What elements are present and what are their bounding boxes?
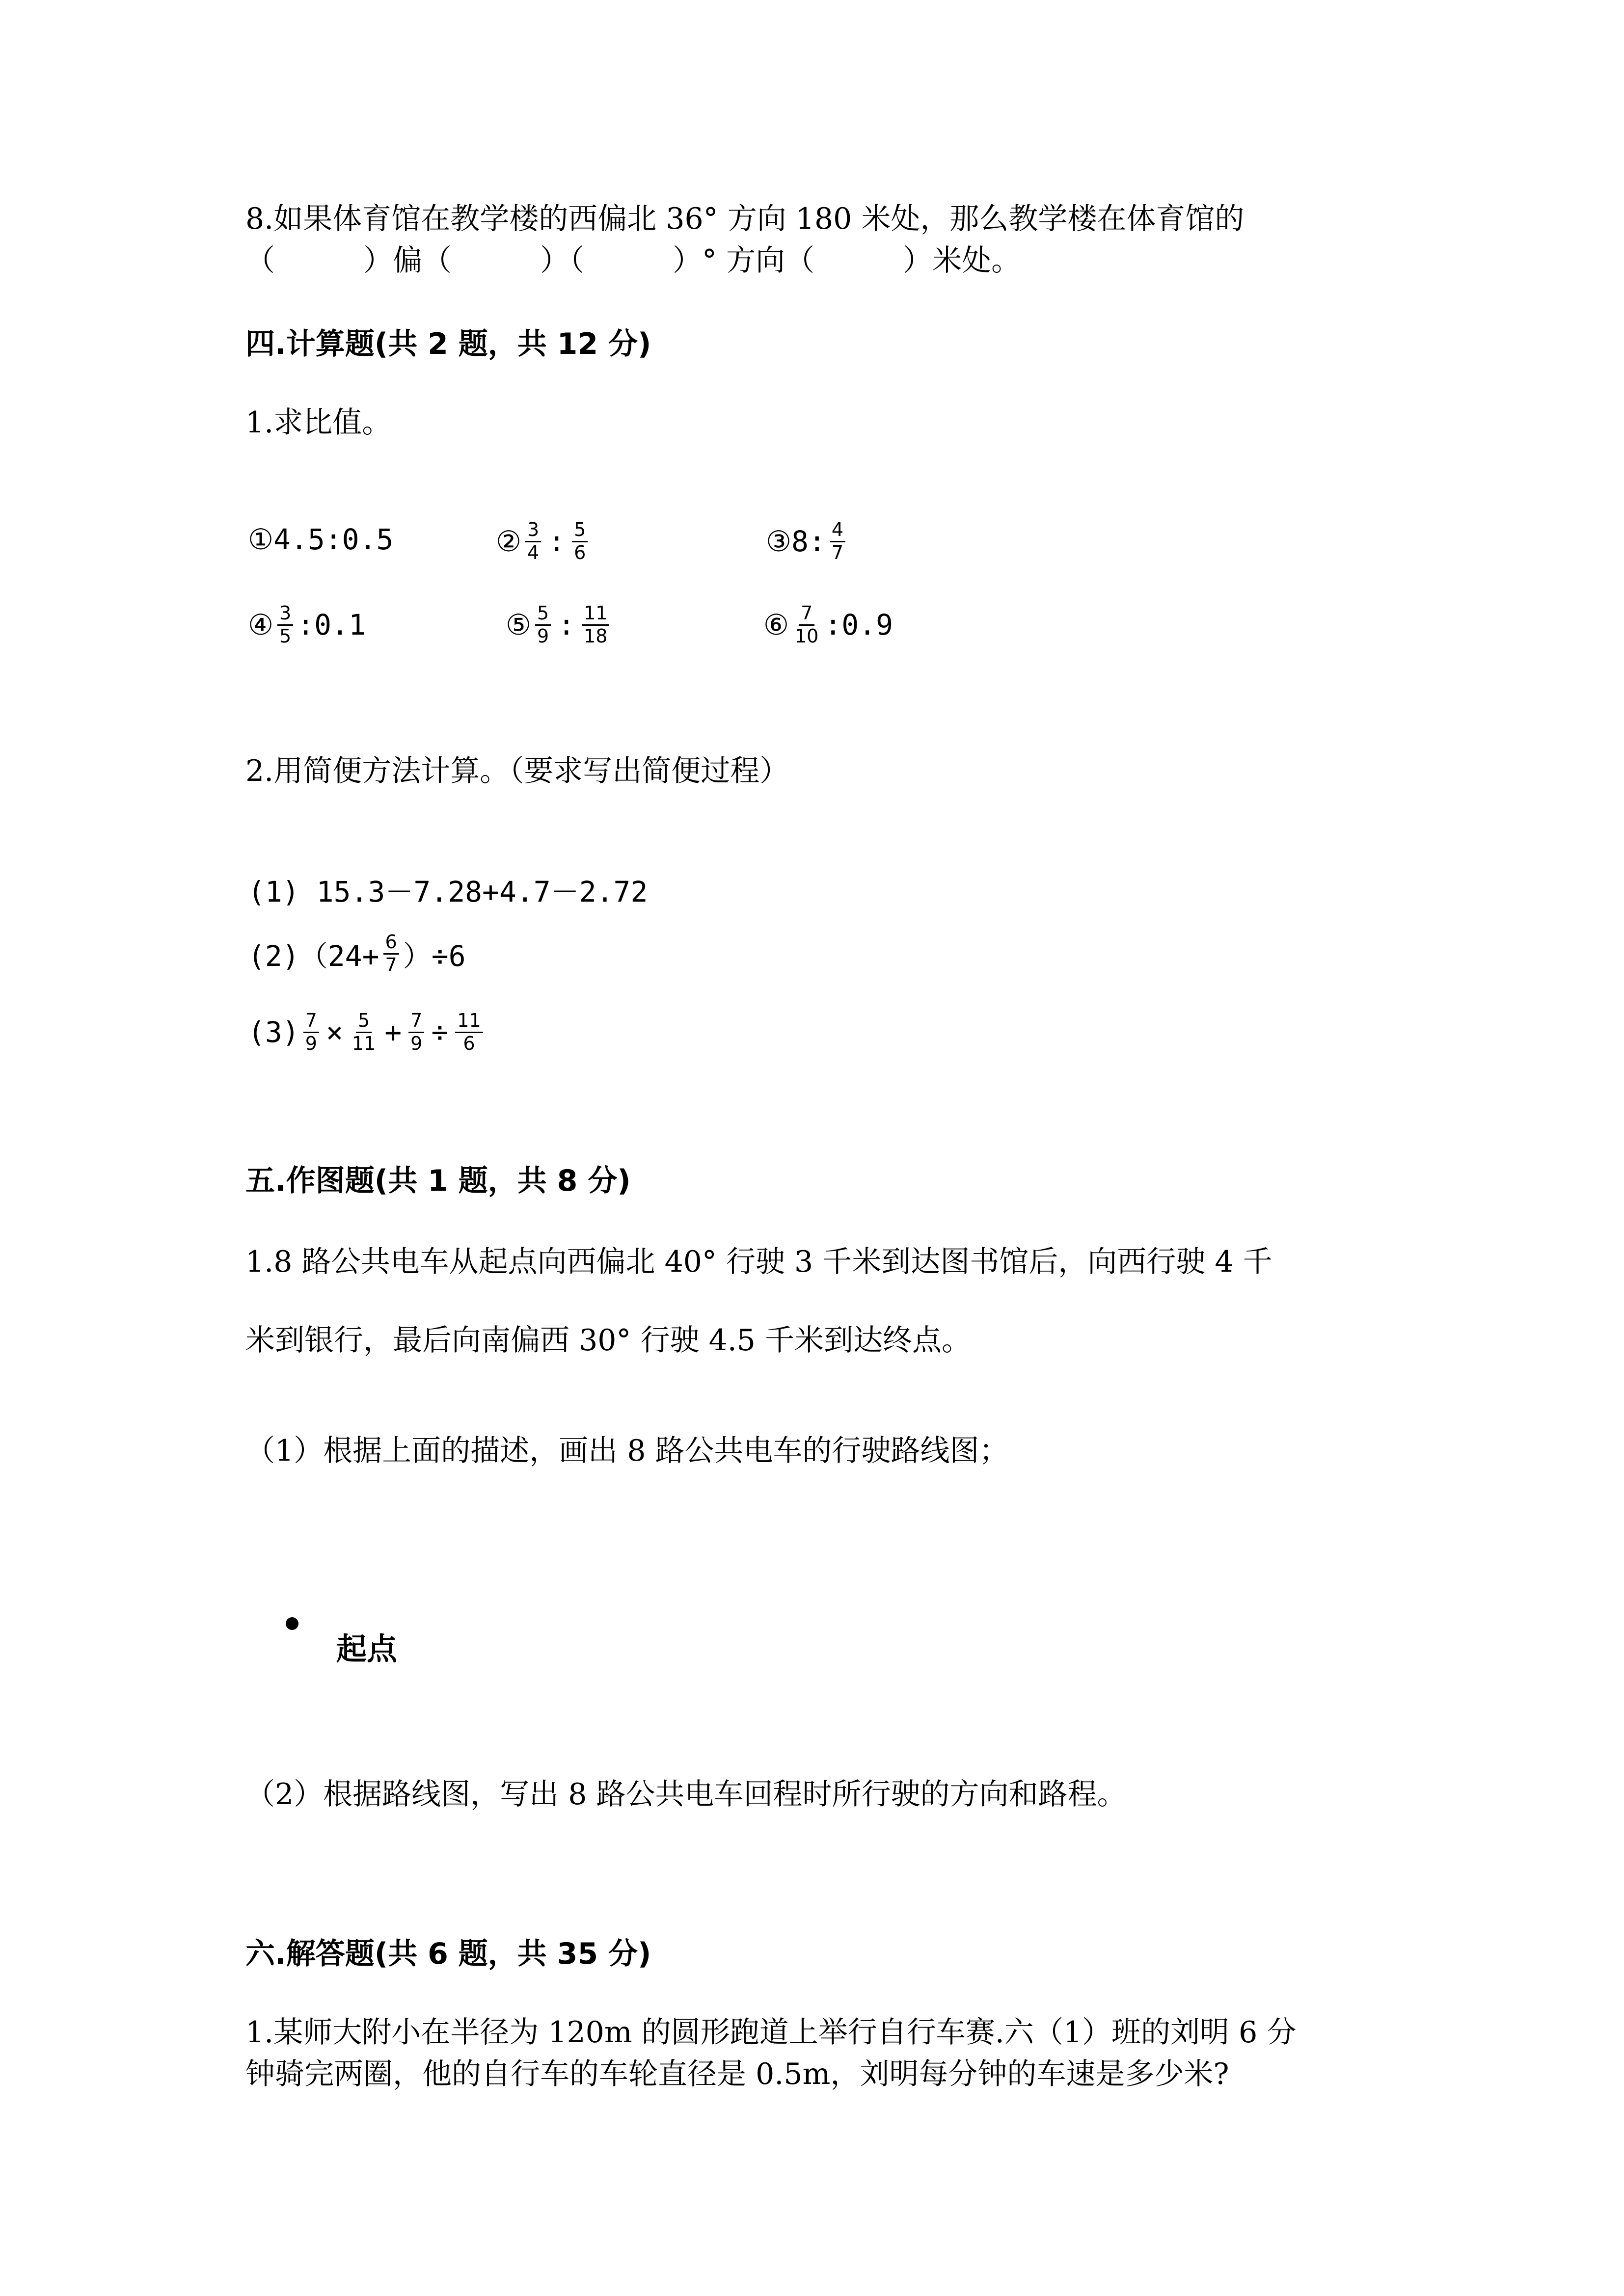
section-5-title: 五.作图题(共 1 题，共 8 分) — [245, 1164, 631, 1198]
ratio-item-3-label: ③8: — [766, 525, 826, 559]
numerator: 7 — [799, 604, 814, 626]
denominator: 9 — [537, 625, 549, 647]
ratio-item-2 — [496, 520, 592, 563]
section-5-q1-line-1: 1.8 路公共电车从起点向西偏北 40° 行驶 3 千米到达图书馆后，向西行驶 4 千 — [245, 1245, 1272, 1279]
denominator: 11 — [352, 1032, 376, 1054]
origin-point-marker — [286, 1617, 298, 1630]
numerator: 4 — [830, 520, 845, 542]
calc-item-3-op-2: + — [384, 1015, 402, 1049]
calc-item-3-fraction-1 — [303, 1011, 319, 1054]
calc-item-1-text: (1) 15.3－7.28+4.7－2.72 — [248, 875, 648, 908]
denominator: 7 — [385, 954, 397, 976]
ratio-item-4-fraction-a — [277, 604, 293, 646]
calc-item-3-op-1: × — [325, 1015, 343, 1049]
ratio-item-4-tail: :0.1 — [297, 608, 366, 642]
numerator: 11 — [455, 1011, 483, 1033]
numerator: 3 — [277, 604, 293, 626]
ratio-item-2-fraction-a — [525, 520, 541, 563]
section-5-q1-sub-2: （2）根据路线图，写出 8 路公共电车回程时所行驶的方向和路程。 — [245, 1777, 1127, 1812]
ratio-item-6 — [763, 604, 893, 646]
denominator: 18 — [584, 625, 608, 647]
denominator: 10 — [795, 625, 819, 647]
numerator: 3 — [525, 520, 541, 542]
numerator: 11 — [582, 604, 609, 626]
numerator: 7 — [408, 1011, 424, 1033]
calc-item-3-op-3: ÷ — [431, 1015, 449, 1049]
ratio-item-5-label: ⑤ — [506, 608, 531, 642]
section-5-q1-line-2: 米到银行，最后向南偏西 30° 行驶 4.5 千米到达终点。 — [245, 1323, 972, 1358]
denominator: 9 — [410, 1032, 423, 1054]
ratio-item-5-fraction-a — [535, 604, 551, 646]
ratio-item-5-fraction-b — [582, 604, 609, 646]
numerator: 6 — [383, 933, 399, 955]
ratio-item-5-sep: : — [558, 608, 575, 642]
ratio-item-2-sep: : — [548, 525, 566, 559]
calc-item-3 — [248, 1011, 487, 1054]
calc-item-3-fraction-4 — [455, 1011, 483, 1054]
ratio-item-4 — [248, 604, 366, 646]
numerator: 5 — [535, 604, 551, 626]
ratio-item-3 — [766, 520, 849, 563]
ratio-item-2-fraction-b — [572, 520, 588, 563]
calc-item-3-fraction-3 — [408, 1011, 424, 1054]
denominator: 6 — [574, 541, 586, 563]
calc-item-2 — [248, 933, 466, 975]
ratio-item-6-tail: :0.9 — [824, 608, 893, 642]
section-6-title: 六.解答题(共 6 题，共 35 分) — [245, 1937, 651, 1971]
ratio-item-6-fraction-a — [793, 604, 820, 646]
calc-item-1 — [248, 869, 648, 910]
ratio-item-5 — [506, 604, 613, 646]
numerator: 5 — [572, 520, 588, 542]
question-8-line-2: （ ）偏（ ）（ ）° 方向（ ）米处。 — [245, 243, 1021, 278]
calc-item-2-pre: (2)（24+ — [248, 939, 379, 973]
ratio-item-2-label: ② — [496, 525, 521, 559]
calc-item-3-fraction-2 — [350, 1011, 378, 1054]
question-8-line-1: 8.如果体育馆在教学楼的西偏北 36° 方向 180 米处，那么教学楼在体育馆的 — [245, 202, 1245, 236]
section-6-q1-line-1: 1.某师大附小在半径为 120m 的圆形跑道上举行自行车赛.六（1）班的刘明 6 分 — [245, 2015, 1297, 2050]
calc-item-3-pre: (3) — [248, 1015, 299, 1049]
ratio-item-1-text: ①4.5:0.5 — [248, 523, 394, 556]
section-5-q1-sub-1: （1）根据上面的描述，画出 8 路公共电车的行驶路线图； — [245, 1434, 1009, 1468]
calc-item-2-fraction — [383, 933, 399, 975]
origin-label: 起点 — [336, 1631, 398, 1667]
denominator: 5 — [279, 625, 292, 647]
denominator: 7 — [831, 541, 844, 563]
ratio-item-4-label: ④ — [248, 608, 273, 642]
section-4-q1-prompt: 1.求比值。 — [245, 405, 392, 440]
numerator: 7 — [303, 1011, 319, 1033]
section-6-q1-line-2: 钟骑完两圈，他的自行车的车轮直径是 0.5m，刘明每分钟的车速是多少米? — [245, 2057, 1229, 2091]
section-4-title: 四.计算题(共 2 题，共 12 分) — [245, 327, 651, 361]
denominator: 9 — [305, 1032, 317, 1054]
denominator: 6 — [463, 1032, 475, 1054]
ratio-item-6-label: ⑥ — [763, 608, 789, 642]
numerator: 5 — [356, 1011, 372, 1033]
ratio-item-1 — [248, 523, 393, 556]
section-4-q2-prompt: 2.用简便方法计算。（要求写出简便过程） — [245, 754, 789, 788]
calc-item-2-post: ）÷6 — [403, 939, 466, 973]
ratio-item-3-fraction-b — [830, 520, 845, 563]
denominator: 4 — [527, 541, 540, 563]
